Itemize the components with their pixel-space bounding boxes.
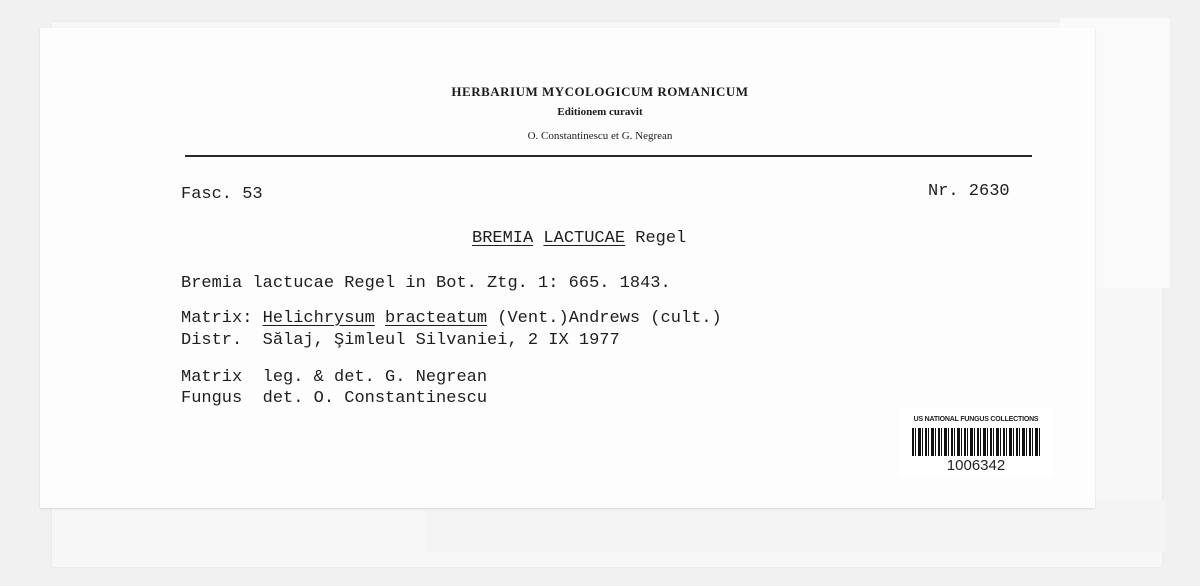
species-citation: Bremia lactucae Regel in Bot. Ztg. 1: 665. 1843. (181, 274, 671, 293)
herbarium-title: HERBARIUM MYCOLOGICUM ROMANICUM (451, 84, 749, 99)
matrix-genus: Helichrysum (262, 309, 375, 328)
matrix-species: bracteatum (385, 309, 488, 328)
species-genus: BREMIA (472, 229, 534, 248)
species-name (472, 229, 686, 248)
fungus-value: det. O. Constantinescu (262, 389, 488, 408)
distr-value: Sălaj, Şimleul Silvaniei, 2 IX 1977 (262, 331, 620, 350)
collector-label: Matrix (181, 368, 243, 387)
fungus-row (181, 389, 487, 408)
header-rule (185, 155, 1032, 157)
editors: O. Constantinescu et G. Negrean (527, 130, 673, 142)
barcode-sticker (898, 408, 1054, 478)
species-author: Regel (635, 229, 687, 248)
distribution-row (181, 331, 620, 350)
barcode-collection: US NATIONAL FUNGUS COLLECTIONS (913, 416, 1039, 423)
edited-by-caption: Editionem curavit (557, 106, 643, 118)
collector-row (181, 368, 487, 387)
species-epithet: LACTUCAE (543, 229, 626, 248)
distr-label: Distr. (181, 331, 243, 350)
collector-value: leg. & det. G. Negrean (262, 368, 488, 387)
matrix-author: (Vent.)Andrews (cult.) (497, 309, 722, 328)
specimen-number: Nr. 2630 (928, 182, 1010, 201)
matrix-label: Matrix: (181, 309, 253, 328)
barcode-number: 1006342 (946, 457, 1006, 474)
matrix-row (181, 309, 722, 328)
fungus-label: Fungus (181, 389, 243, 408)
fascicle-number: Fasc. 53 (181, 185, 263, 204)
barcode-bars (912, 428, 1040, 456)
